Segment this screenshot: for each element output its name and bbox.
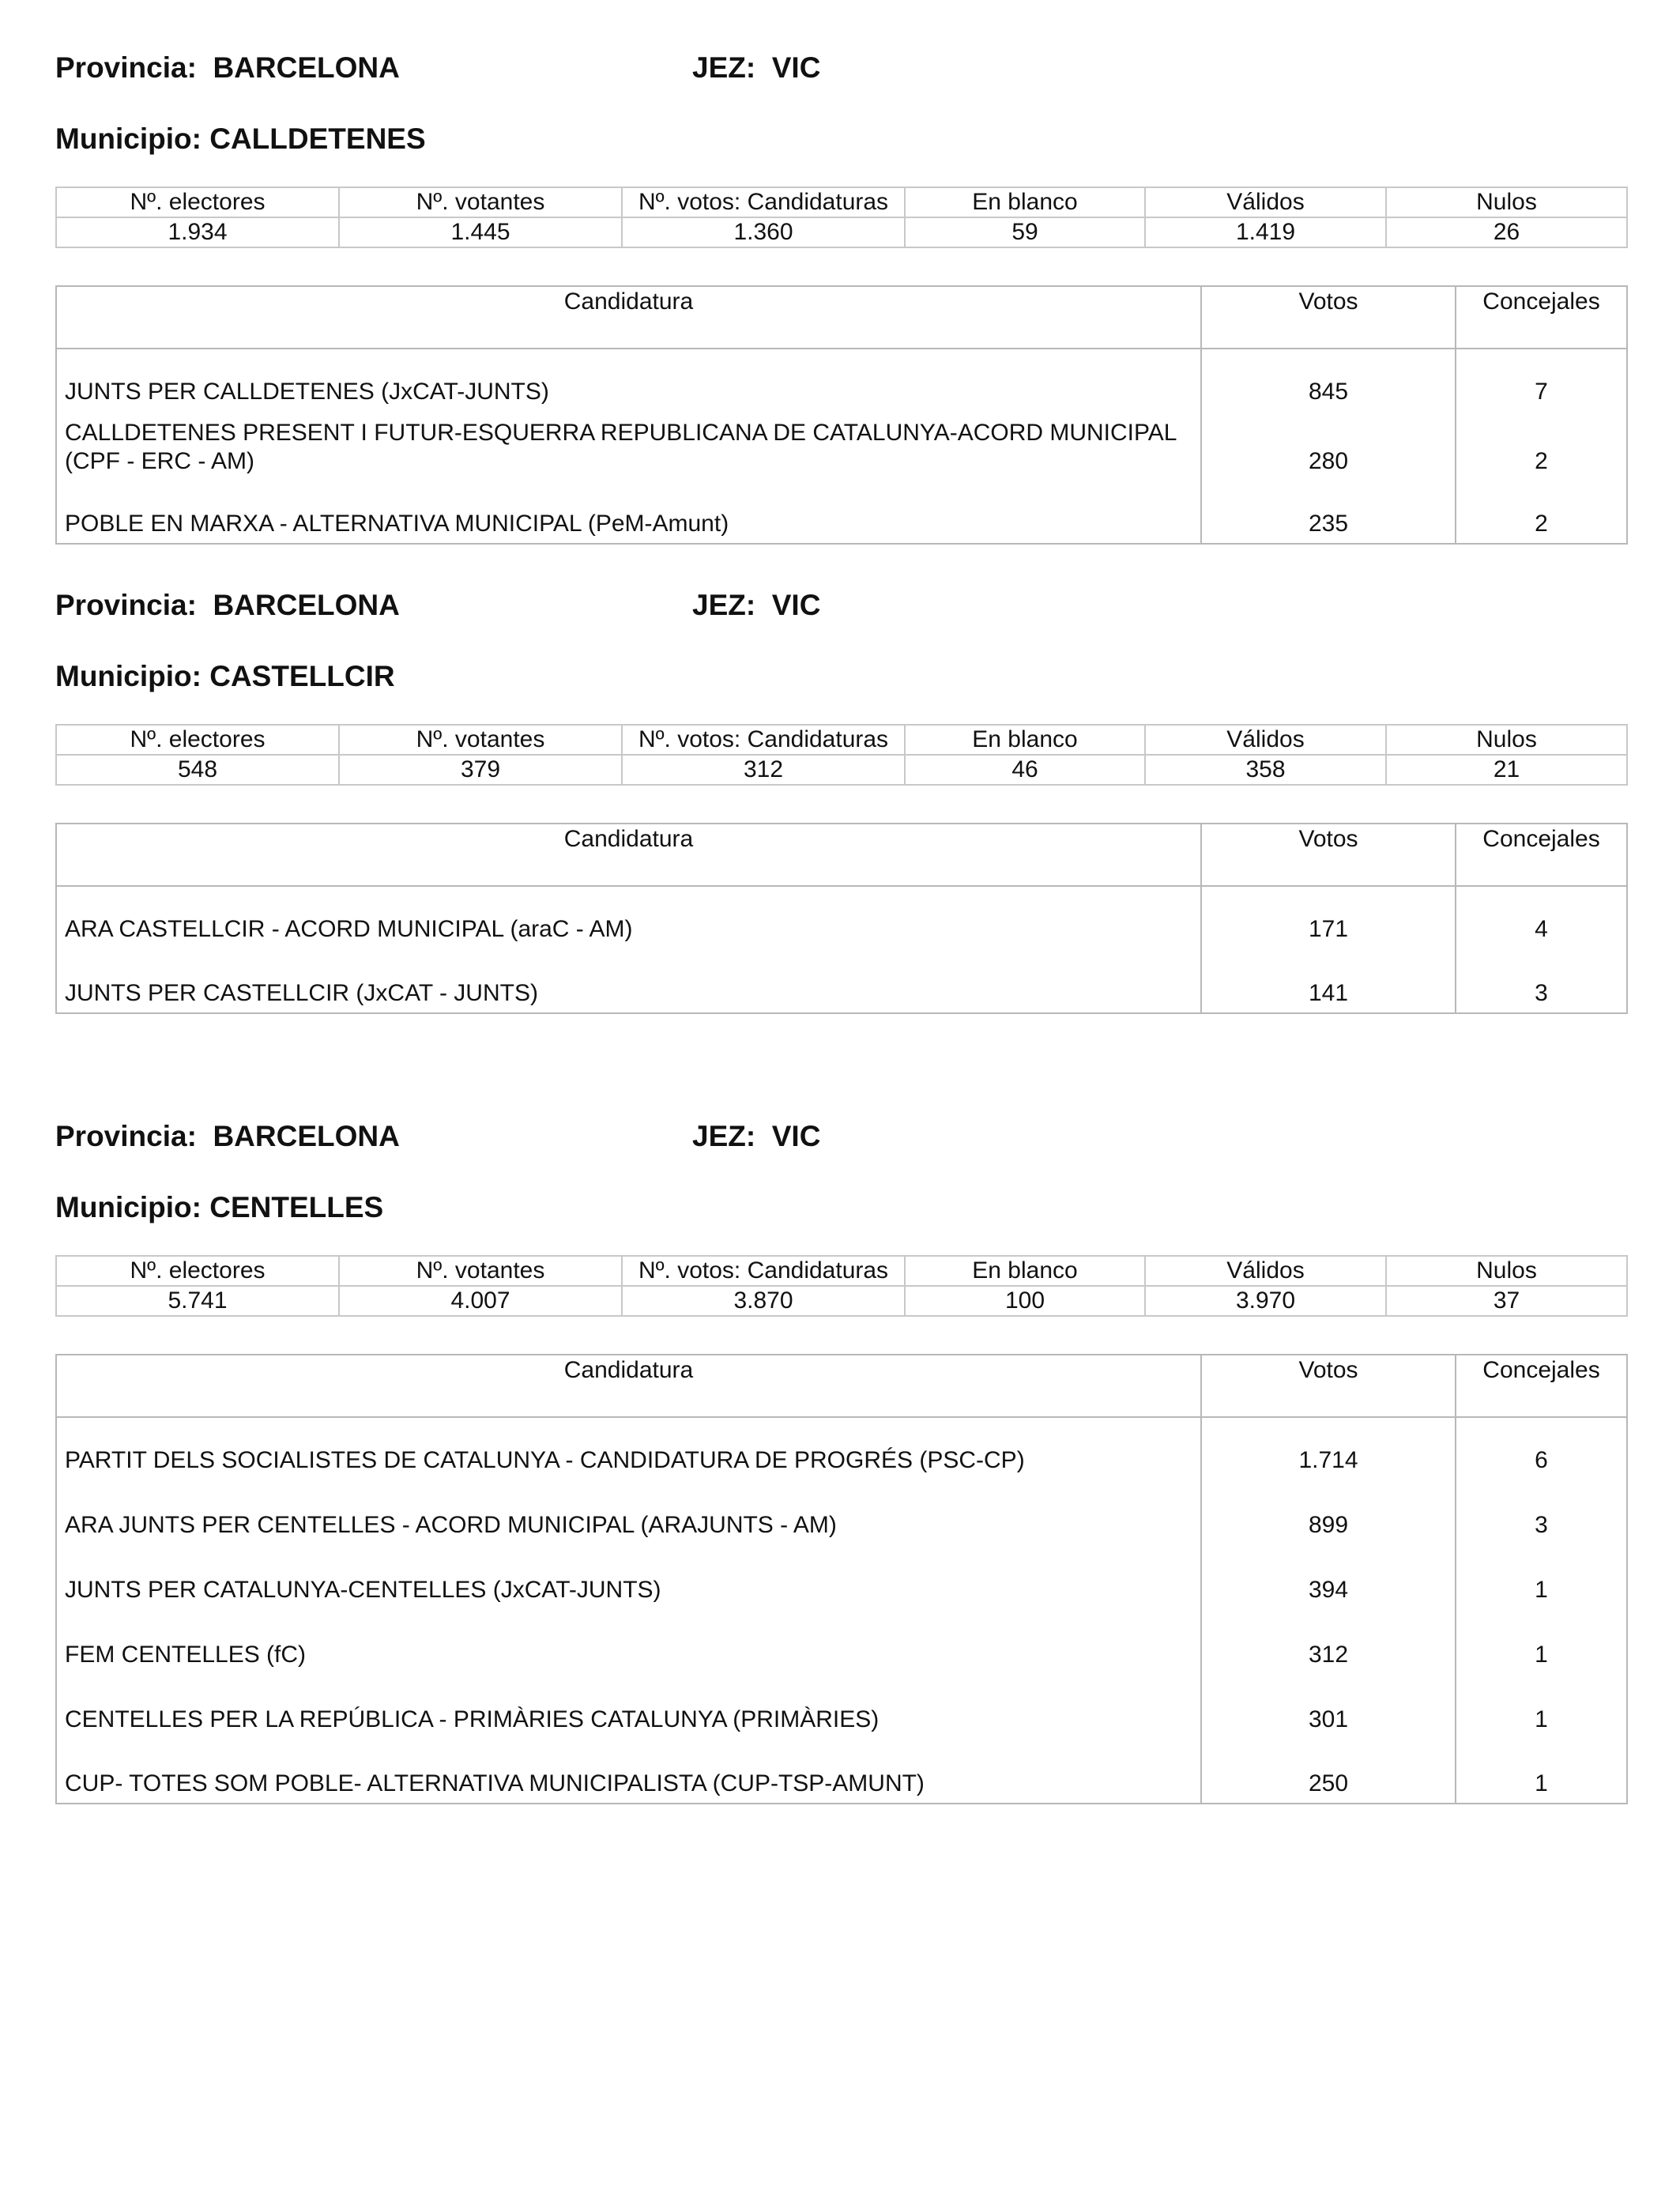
header-concejales: Concejales	[1456, 286, 1627, 349]
concejales-value: 2	[1456, 481, 1627, 544]
value-en-blanco: 46	[905, 755, 1145, 785]
provincia-label: Provincia: BARCELONA	[55, 589, 400, 621]
candidatura-name: FEM CENTELLES (fC)	[56, 1609, 1201, 1674]
municipio-title: Municipio: CALLDETENES	[55, 123, 426, 155]
concejales-value: 7	[1456, 368, 1627, 411]
summary-value-row	[56, 1286, 1627, 1316]
header-electores: Nº. electores	[56, 1256, 339, 1286]
header-candidatura: Candidatura	[56, 286, 1201, 349]
value-votantes: 379	[339, 755, 622, 785]
concejales-value: 4	[1456, 906, 1627, 948]
votos-value: 394	[1201, 1544, 1456, 1609]
table-row	[56, 1437, 1627, 1480]
votos-value: 899	[1201, 1480, 1456, 1544]
header-candidatura: Candidatura	[56, 1355, 1201, 1417]
results-header-row	[56, 286, 1627, 349]
votos-value: 280	[1201, 411, 1456, 481]
header-votos-candidaturas: Nº. votos: Candidaturas	[622, 725, 905, 755]
header-votos-candidaturas: Nº. votos: Candidaturas	[622, 187, 905, 217]
summary-header-row	[56, 187, 1627, 217]
header-votantes: Nº. votantes	[339, 187, 622, 217]
header-en-blanco: En blanco	[905, 725, 1145, 755]
municipio-title: Municipio: CASTELLCIR	[55, 660, 395, 692]
candidatura-name: CALLDETENES PRESENT I FUTUR-ESQUERRA REPUBLICANA DE CATALUNYA-ACORD MUNICIPAL (CPF - ERC - AM)	[56, 411, 1201, 481]
candidatura-name: CUP- TOTES SOM POBLE- ALTERNATIVA MUNICIPALISTA (CUP-TSP-AMUNT)	[56, 1739, 1201, 1804]
table-row	[56, 906, 1627, 948]
table-row	[56, 481, 1627, 544]
candidatura-name: ARA JUNTS PER CENTELLES - ACORD MUNICIPAL (ARAJUNTS - AM)	[56, 1480, 1201, 1544]
table-row	[56, 1609, 1627, 1674]
provincia-label: Provincia: BARCELONA	[55, 51, 400, 84]
table-row	[56, 411, 1627, 481]
header-votos: Votos	[1201, 1355, 1456, 1417]
candidatura-name: JUNTS PER CALLDETENES (JxCAT-JUNTS)	[56, 368, 1201, 411]
value-validos: 3.970	[1145, 1286, 1386, 1316]
concejales-value: 3	[1456, 1480, 1627, 1544]
header-candidatura: Candidatura	[56, 824, 1201, 886]
header-votantes: Nº. votantes	[339, 725, 622, 755]
header-electores: Nº. electores	[56, 725, 339, 755]
header-validos: Válidos	[1145, 1256, 1386, 1286]
concejales-value: 1	[1456, 1544, 1627, 1609]
provincia-label: Provincia: BARCELONA	[55, 1120, 400, 1152]
value-votantes: 4.007	[339, 1286, 622, 1316]
results-header-row	[56, 1355, 1627, 1417]
header-votantes: Nº. votantes	[339, 1256, 622, 1286]
value-en-blanco: 59	[905, 217, 1145, 247]
candidatura-name: JUNTS PER CASTELLCIR (JxCAT - JUNTS)	[56, 948, 1201, 1013]
summary-value-row	[56, 217, 1627, 247]
table-row	[56, 368, 1627, 411]
table-row	[56, 1480, 1627, 1544]
summary-table	[55, 1255, 1628, 1317]
votos-value: 235	[1201, 481, 1456, 544]
summary-value-row	[56, 755, 1627, 785]
value-validos: 1.419	[1145, 217, 1386, 247]
header-concejales: Concejales	[1456, 1355, 1627, 1417]
summary-header-row	[56, 1256, 1627, 1286]
summary-header-row	[56, 725, 1627, 755]
votos-value: 845	[1201, 368, 1456, 411]
header-validos: Válidos	[1145, 187, 1386, 217]
candidatura-name: POBLE EN MARXA - ALTERNATIVA MUNICIPAL (PeM-Amunt)	[56, 481, 1201, 544]
header-votos: Votos	[1201, 824, 1456, 886]
concejales-value: 1	[1456, 1674, 1627, 1739]
votos-value: 141	[1201, 948, 1456, 1013]
table-row	[56, 948, 1627, 1013]
results-table	[55, 1354, 1628, 1804]
jez-label: JEZ: VIC	[692, 589, 821, 621]
concejales-value: 2	[1456, 411, 1627, 481]
value-votantes: 1.445	[339, 217, 622, 247]
value-nulos: 26	[1386, 217, 1627, 247]
jez-label: JEZ: VIC	[692, 1120, 821, 1152]
votos-value: 171	[1201, 906, 1456, 948]
value-votos-candidaturas: 1.360	[622, 217, 905, 247]
value-nulos: 37	[1386, 1286, 1627, 1316]
value-electores: 548	[56, 755, 339, 785]
votos-value: 250	[1201, 1739, 1456, 1804]
summary-table	[55, 187, 1628, 248]
header-en-blanco: En blanco	[905, 1256, 1145, 1286]
concejales-value: 1	[1456, 1739, 1627, 1804]
candidatura-name: CENTELLES PER LA REPÚBLICA - PRIMÀRIES CATALUNYA (PRIMÀRIES)	[56, 1674, 1201, 1739]
value-electores: 1.934	[56, 217, 339, 247]
value-nulos: 21	[1386, 755, 1627, 785]
header-nulos: Nulos	[1386, 725, 1627, 755]
value-validos: 358	[1145, 755, 1386, 785]
candidatura-name: ARA CASTELLCIR - ACORD MUNICIPAL (araC - AM)	[56, 906, 1201, 948]
results-table	[55, 823, 1628, 1014]
municipio-title: Municipio: CENTELLES	[55, 1191, 384, 1223]
value-votos-candidaturas: 312	[622, 755, 905, 785]
concejales-value: 1	[1456, 1609, 1627, 1674]
jez-label: JEZ: VIC	[692, 51, 821, 84]
votos-value: 301	[1201, 1674, 1456, 1739]
value-votos-candidaturas: 3.870	[622, 1286, 905, 1316]
results-header-row	[56, 824, 1627, 886]
concejales-value: 6	[1456, 1437, 1627, 1480]
header-en-blanco: En blanco	[905, 187, 1145, 217]
header-nulos: Nulos	[1386, 1256, 1627, 1286]
candidatura-name: JUNTS PER CATALUNYA-CENTELLES (JxCAT-JUNTS)	[56, 1544, 1201, 1609]
results-table	[55, 285, 1628, 545]
votos-value: 312	[1201, 1609, 1456, 1674]
summary-table	[55, 724, 1628, 786]
value-electores: 5.741	[56, 1286, 339, 1316]
header-electores: Nº. electores	[56, 187, 339, 217]
table-row	[56, 1674, 1627, 1739]
header-nulos: Nulos	[1386, 187, 1627, 217]
header-validos: Válidos	[1145, 725, 1386, 755]
header-concejales: Concejales	[1456, 824, 1627, 886]
table-row	[56, 1544, 1627, 1609]
value-en-blanco: 100	[905, 1286, 1145, 1316]
candidatura-name: PARTIT DELS SOCIALISTES DE CATALUNYA - CANDIDATURA DE PROGRÉS (PSC-CP)	[56, 1437, 1201, 1480]
table-row	[56, 1739, 1627, 1804]
header-votos: Votos	[1201, 286, 1456, 349]
concejales-value: 3	[1456, 948, 1627, 1013]
votos-value: 1.714	[1201, 1437, 1456, 1480]
header-votos-candidaturas: Nº. votos: Candidaturas	[622, 1256, 905, 1286]
